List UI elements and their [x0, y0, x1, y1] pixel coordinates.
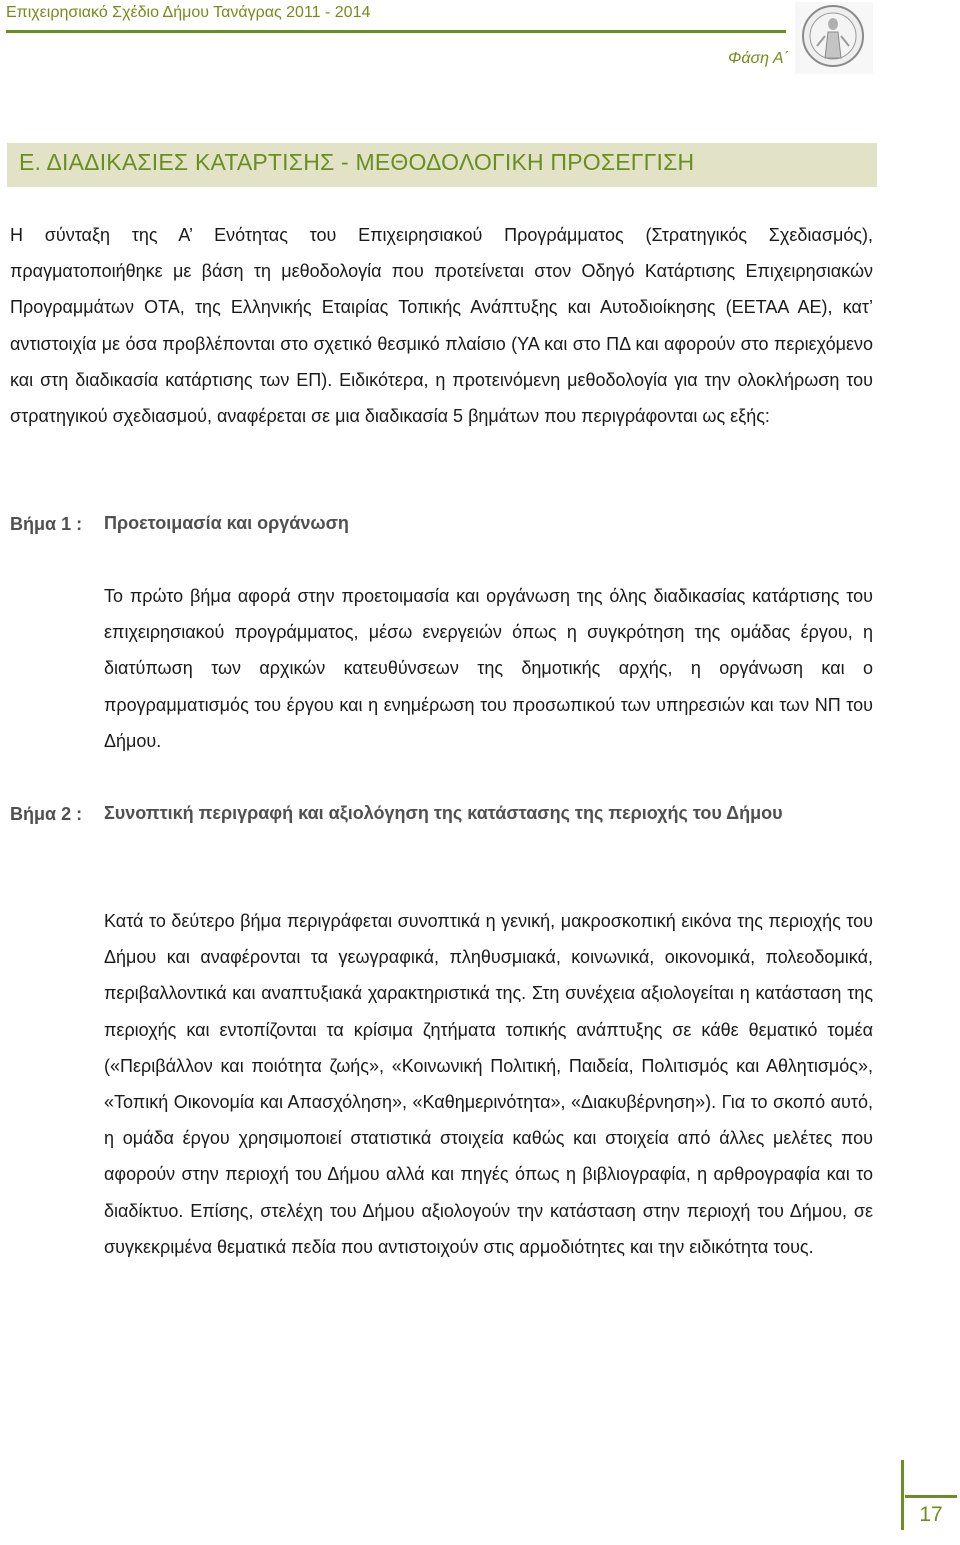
- section-title: Ε. ΔΙΑΔΙΚΑΣΙΕΣ ΚΑΤΑΡΤΙΣΗΣ - ΜΕΘΟΔΟΛΟΓΙΚΗ ΠΡΟΣΕΓΓΙΣΗ: [19, 149, 695, 175]
- step-1-label: Βήμα 1 :: [10, 514, 83, 534]
- step-2-body: Κατά το δεύτερο βήμα περιγράφεται συνοπτικά η γενική, μακροσκοπική εικόνα της περιοχής του Δήμου και αναφέρονται τα γεωγραφικά, πληθυσμιακά, κοινωνικά, οικονομικά, πολεοδομικά, περιβαλλοντικά και αναπτυξιακά χαρακτηριστικά της. Στη συνέχεια αξιολογείται η κατάσταση της περιοχής και εντοπίζονται τα κρίσιμα ζητήματα τοπικής ανάπτυξης σε κάθε θεματικό τομέα («Περιβάλλον και ποιότητα ζωής», «Κοινωνική Πολιτική, Παιδεία, Πολιτισμός και Αθλητισμός», «Τοπική Οικονομία και Απασχόληση», «Καθημερινότητα», «Διακυβέρνηση»). Για το σκοπό αυτό, η ομάδα έργου χρησιμοποιεί στατιστικά στοιχεία καθώς και στοιχεία από άλλες μελέτες που αφορούν στην περιοχή του Δήμου αλλά και πηγές όπως η βιβλιογραφία, η αρθρογραφία και το διαδίκτυο. Επίσης, στελέχη του Δήμου αξιολογούν την κατάσταση στην περιοχή του Δήμου, σε συγκεκριμένα θεματικά πεδία που αντιστοιχούν στις αρμοδιότητες και την ειδικότητα τους.: [104, 911, 873, 1257]
- step-2-label: Βήμα 2 :: [10, 804, 83, 824]
- phase-label: Φάση Α΄: [728, 50, 789, 67]
- footer-vertical-rule: [901, 1460, 904, 1530]
- header-divider: [6, 30, 786, 33]
- step-2-title: Συνοπτική περιγραφή και αξιολόγηση της κατάστασης της περιοχής του Δήμου: [104, 803, 783, 823]
- step-1-body: Το πρώτο βήμα αφορά στην προετοιμασία και οργάνωση της όλης διαδικασίας κατάρτισης του επιχειρησιακού προγράμματος, μέσω ενεργειών όπως η συγκρότηση της ομάδας έργου, η διατύπωση των αρχικών κατευθύνσεων της δημοτικής αρχής, η οργάνωση και ο προγραμματισμός του έργου και η ενημέρωση του προσωπικού των υπηρεσιών και των ΝΠ του Δήμου.: [104, 586, 873, 751]
- document-title: Επιχειρησιακό Σχέδιο Δήμου Τανάγρας 2011 - 2014: [6, 4, 371, 21]
- page-header: [0, 0, 960, 110]
- section-heading-bar: [7, 143, 877, 187]
- intro-paragraph: Η σύνταξη της Α’ Ενότητας του Επιχειρησιακού Προγράμματος (Στρατηγικός Σχεδιασμός), πραγματοποιήθηκε με βάση τη μεθοδολογία που προτείνεται στον Οδηγό Κατάρτισης Επιχειρησιακών Προγραμμάτων ΟΤΑ, της Ελληνικής Εταιρίας Τοπικής Ανάπτυξης και Αυτοδιοίκησης (ΕΕΤΑΑ ΑΕ), κατ’ αντιστοιχία με όσα προβλέπονται στο σχετικό θεσμικό πλαίσιο (ΥΑ και στο ΠΔ και αφορούν στο περιεχόμενο και στη διαδικασία κατάρτισης των ΕΠ). Ειδικότερα, η προτεινόμενη μεθοδολογία για την ολοκλήρωση του στρατηγικού σχεδιασμού, αναφέρεται σε μια διαδικασία 5 βημάτων που περιγράφονται ως εξής:: [10, 225, 873, 427]
- step-1-title: Προετοιμασία και οργάνωση: [104, 513, 349, 533]
- municipality-seal-logo: [795, 2, 873, 74]
- page-number: 17: [905, 1495, 957, 1534]
